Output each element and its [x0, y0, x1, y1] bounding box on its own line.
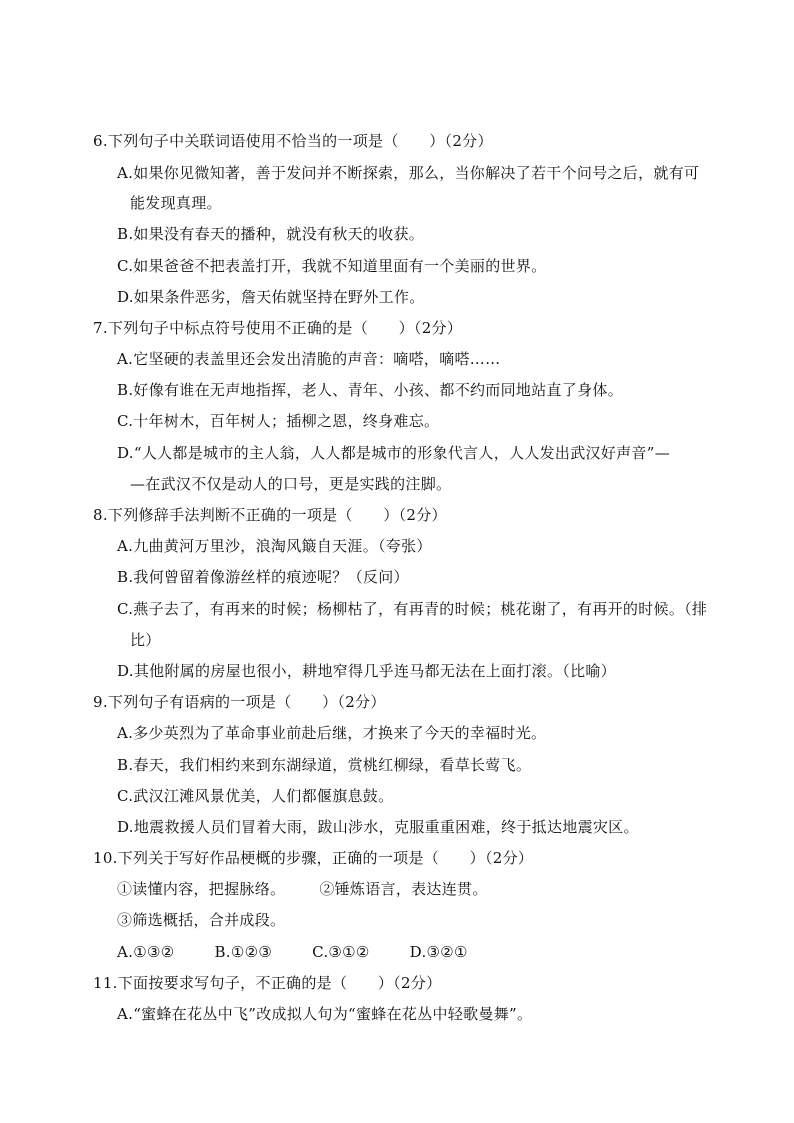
question-10-stem: 10.下列关于写好作品梗概的步骤，正确的一项是（ ）（2分）	[93, 849, 534, 867]
question-11-option-a: A.“蜜蜂在花丛中飞”改成拟人句为“蜜蜂在花丛中轻歌曼舞”。	[117, 1005, 533, 1023]
question-10-step-3: ③筛选概括，合并成段。	[117, 911, 286, 929]
question-10-step-1: ①读懂内容，把握脉络。	[117, 880, 286, 898]
question-8-stem: 8.下列修辞手法判断不正确的一项是（ ）（2分）	[93, 506, 447, 524]
question-7-option-b: B.好像有谁在无声地指挥，老人、青年、小孩、都不约而同地站直了身体。	[117, 381, 623, 399]
question-7-option-a: A.它坚硬的表盖里还会发出清脆的声音：嘀嗒，嘀嗒……	[117, 350, 501, 368]
question-8-option-c-cont: 比）	[130, 631, 161, 649]
question-6-option-a: A.如果你见微知著，善于发问并不断探索，那么，当你解决了若干个问号之后，就有可	[117, 164, 700, 182]
question-7-option-c: C.十年树木，百年树人；插柳之恩，终身难忘。	[117, 412, 440, 430]
question-9-option-b: B.春天，我们相约来到东湖绿道，赏桃红柳绿，看草长莺飞。	[117, 756, 532, 774]
question-10-choices	[117, 942, 508, 962]
question-8-option-d: D.其他附属的房屋也很小，耕地窄得几乎连马都无法在上面打滚。（比喻）	[117, 662, 616, 680]
question-6-stem: 6.下列句子中关联词语使用不恰当的一项是（ ）（2分）	[93, 132, 493, 150]
question-6-option-a-cont: 能发现真理。	[130, 194, 222, 212]
question-10-steps-row	[117, 879, 488, 899]
question-10-choice-b: B.①②③	[214, 943, 273, 961]
question-8-option-a: A.九曲黄河万里沙，浪淘风簸自天涯。（夸张）	[117, 537, 432, 555]
question-9-option-a: A.多少英烈为了革命事业前赴后继，才换来了今天的幸福时光。	[117, 724, 547, 742]
question-7-option-d: D.“人人都是城市的主人翁，人人都是城市的形象代言人，人人发出武汉好声音”—	[117, 444, 670, 462]
question-9-stem: 9.下列句子有语病的一项是（ ）（2分）	[93, 693, 386, 711]
question-10-choice-d: D.③②①	[409, 943, 468, 961]
question-10-choice-c: C.③①②	[312, 943, 370, 961]
question-11-stem: 11.下面按要求写句子，不正确的是（ ）（2分）	[93, 974, 442, 992]
question-9-option-d: D.地震救援人员们冒着大雨，跋山涉水，克服重重困难，终于抵达地震灾区。	[117, 818, 639, 836]
question-7-option-d-cont: —在武汉不仅是动人的口号，更是实践的注脚。	[130, 475, 452, 493]
question-8-option-b: B.我何曾留着像游丝样的痕迹呢？（反问）	[117, 568, 409, 586]
question-10-step-2: ②锤炼语言，表达连贯。	[319, 880, 488, 898]
question-8-option-c: C.燕子去了，有再来的时候；杨柳枯了，有再青的时候；桃花谢了，有再开的时候。（排	[117, 600, 708, 618]
question-9-option-c: C.武汉江滩风景优美，人们都偃旗息鼓。	[117, 787, 394, 805]
question-10-choice-a: A.①③②	[117, 943, 175, 961]
question-6-option-c: C.如果爸爸不把表盖打开，我就不知道里面有一个美丽的世界。	[117, 257, 547, 275]
question-6-option-d: D.如果条件恶劣，詹天佑就坚持在野外工作。	[117, 288, 425, 306]
question-7-stem: 7.下列句子中标点符号使用不正确的是（ ）（2分）	[93, 319, 463, 337]
question-6-option-b: B.如果没有春天的播种，就没有秋天的收获。	[117, 225, 425, 243]
